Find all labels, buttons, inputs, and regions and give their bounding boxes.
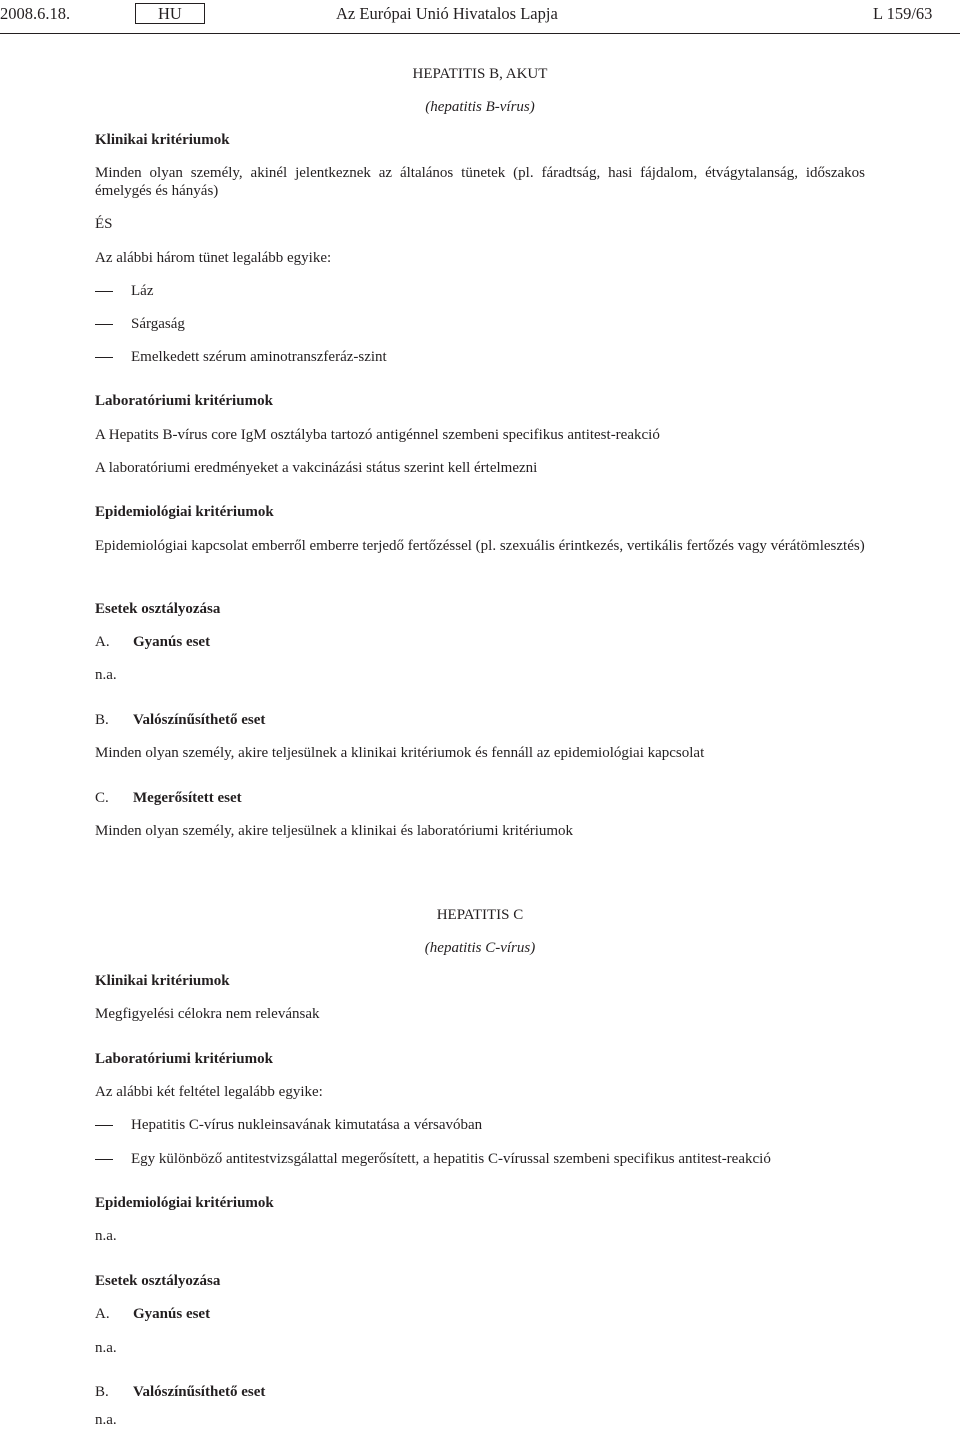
hepc-clinical-heading: Klinikai kritériumok	[95, 973, 230, 989]
dash-icon	[95, 324, 113, 325]
hepc-epi-heading: Epidemiológiai kritériumok	[95, 1195, 274, 1211]
hepb-case-b-text: Minden olyan személy, akire teljesülnek a klinikai kritériumok és fennáll az epidemiológiai kapcsolat	[95, 745, 705, 761]
header-language: HU	[135, 3, 205, 24]
hepb-symptom-item: Sárgaság	[95, 315, 185, 333]
hepc-class-heading: Esetek osztályozása	[95, 1273, 221, 1289]
dash-icon	[95, 1125, 113, 1126]
hepb-case-c: C. Megerősített eset	[95, 790, 242, 806]
hepb-symptom-item: Láz	[95, 282, 153, 300]
hepb-epi-text: Epidemiológiai kapcsolat emberről emberre terjedő fertőzéssel (pl. szexuális érintkezés, vertikális fertőzés vagy vérátömlesztés)	[95, 538, 865, 554]
header-page-ref: L 159/63	[873, 4, 933, 23]
hepc-two-intro: Az alábbi két feltétel legalább egyike:	[95, 1084, 323, 1100]
hepb-and: ÉS	[95, 216, 113, 232]
hepb-case-a: A. Gyanús eset	[95, 634, 211, 650]
dash-icon	[95, 291, 113, 292]
header-date: 2008.6.18.	[0, 4, 71, 23]
hepb-clinical-heading: Klinikai kritériumok	[95, 132, 230, 148]
hepb-case-a-text: n.a.	[95, 667, 117, 683]
hepb-symptom-item: Emelkedett szérum aminotranszferáz-szint	[95, 348, 387, 366]
hepb-lab-text-2: A laboratóriumi eredményeket a vakcinázási státus szerint kell értelmezni	[95, 460, 538, 476]
hepb-lab-heading: Laboratóriumi kritériumok	[95, 393, 273, 409]
hepb-three-intro: Az alábbi három tünet legalább egyike:	[95, 250, 332, 266]
hepc-clinical-text: Megfigyelési célokra nem relevánsak	[95, 1006, 320, 1022]
hepb-epi-heading: Epidemiológiai kritériumok	[95, 504, 274, 520]
hepb-title: HEPATITIS B, AKUT	[412, 66, 548, 82]
hepc-case-a-text: n.a.	[95, 1340, 117, 1356]
header-language-box	[135, 3, 205, 24]
header-rule	[0, 33, 960, 34]
hepc-condition-item: Hepatitis C-vírus nukleinsavának kimutatása a vérsavóban	[95, 1116, 482, 1134]
dash-icon	[95, 357, 113, 358]
hepb-case-c-text: Minden olyan személy, akire teljesülnek a klinikai és laboratóriumi kritériumok	[95, 823, 574, 839]
header-journal: Az Európai Unió Hivatalos Lapja	[336, 4, 558, 23]
hepb-case-b: B. Valószínűsíthető eset	[95, 712, 266, 728]
hepc-subtitle: (hepatitis C-vírus)	[424, 940, 536, 956]
hepc-epi-text: n.a.	[95, 1228, 117, 1244]
hepc-condition-item: Egy különböző antitestvizsgálattal megerősített, a hepatitis C-vírussal szembeni specifikus antitest-reakció	[95, 1150, 771, 1168]
hepb-subtitle: (hepatitis B-vírus)	[425, 99, 535, 115]
hepc-case-a: A. Gyanús eset	[95, 1306, 211, 1322]
hepb-lab-text-1: A Hepatits B-vírus core IgM osztályba tartozó antigénnel szembeni specifikus antitest-reakció	[95, 427, 660, 443]
hepb-class-heading: Esetek osztályozása	[95, 601, 221, 617]
hepb-clinical-text: Minden olyan személy, akinél jelentkeznek az általános tünetek (pl. fáradtság, hasi fájdalom, étvágytalanság, időszakos émelygés és hányás)	[95, 165, 865, 200]
hepc-lab-heading: Laboratóriumi kritériumok	[95, 1051, 273, 1067]
dash-icon	[95, 1159, 113, 1160]
hepc-title: HEPATITIS C	[436, 907, 524, 923]
hepc-case-b-text: n.a.	[95, 1412, 117, 1428]
hepc-case-b: B. Valószínűsíthető eset	[95, 1384, 266, 1400]
